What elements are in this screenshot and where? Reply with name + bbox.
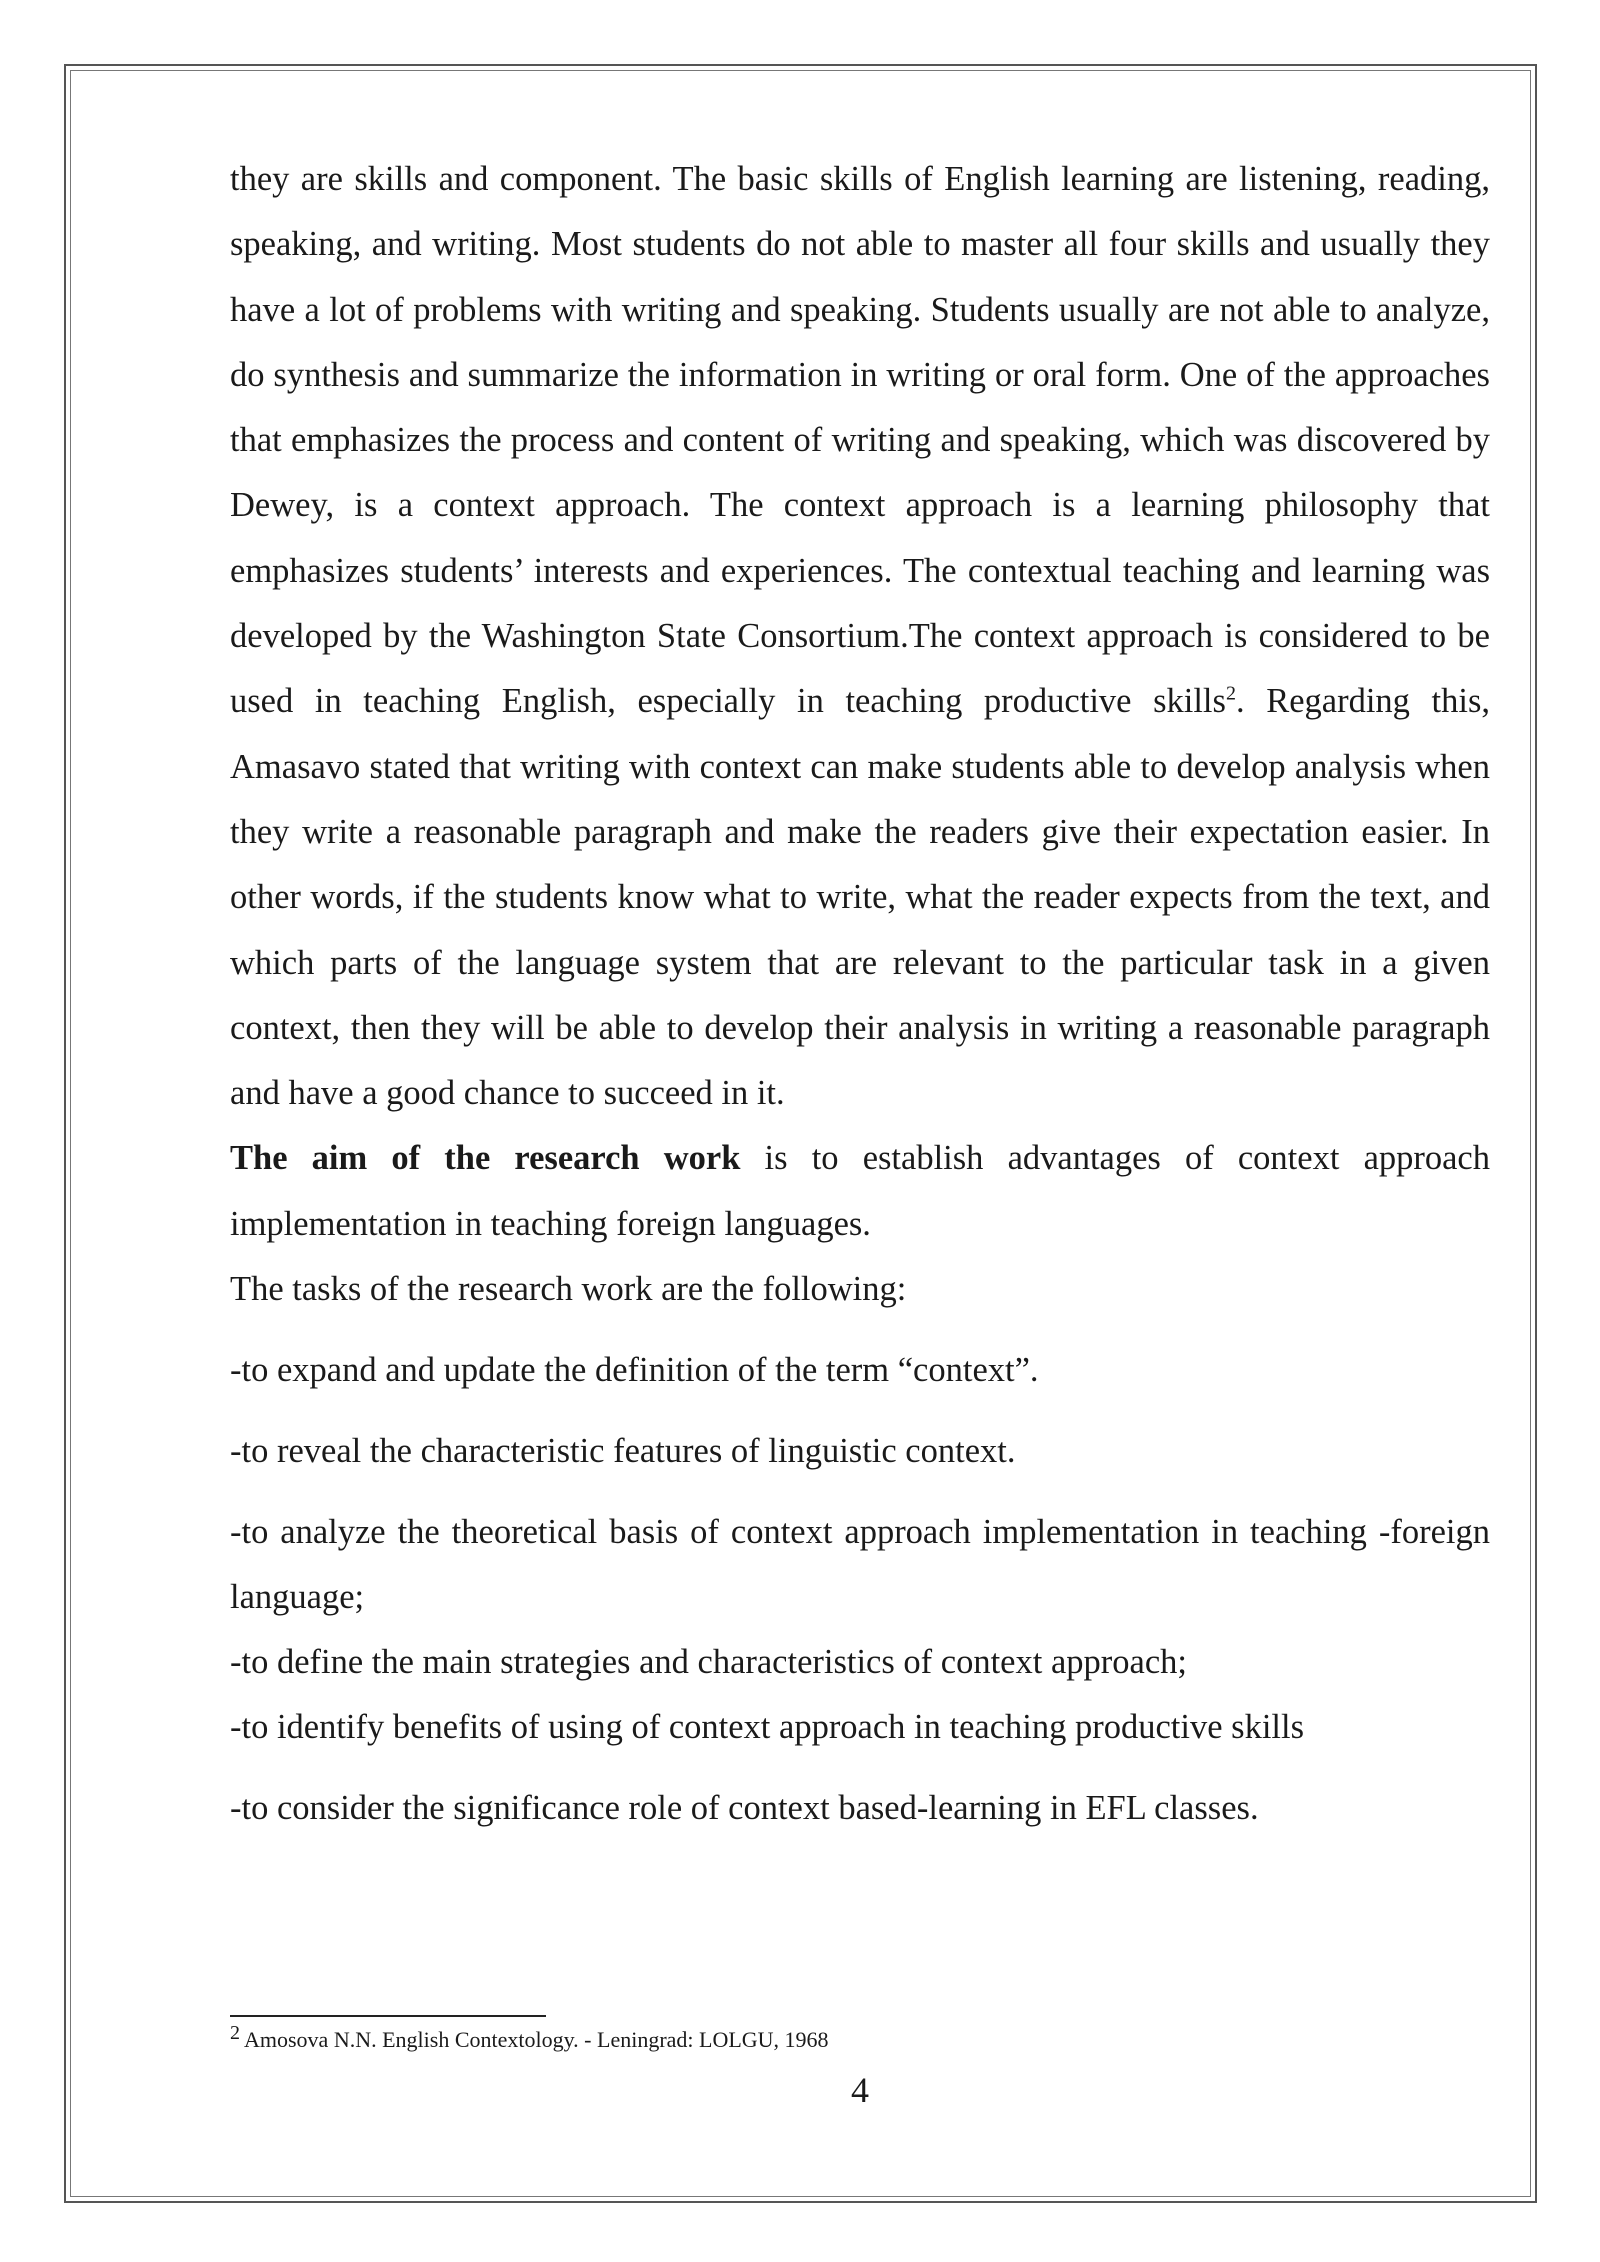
footnote-separator — [230, 2015, 546, 2017]
page-number: 4 — [851, 2070, 869, 2110]
task-item: -to expand and update the definition of the term “context”. — [230, 1351, 1039, 1390]
aim-heading: The aim of the research work — [230, 1139, 741, 1178]
task-item: -to analyze the theoretical basis of context approach implementation in teaching -foreign language; — [230, 1513, 1490, 1617]
footnote — [230, 2021, 829, 2054]
body-paragraph — [230, 147, 1490, 1126]
aim-text: is to establish advantages of context approach implementation in teaching foreign languages. — [230, 1139, 1490, 1243]
aim-paragraph — [230, 1126, 1490, 1257]
footnote-mark: 2 — [230, 2021, 240, 2044]
task-item: -to reveal the characteristic features of linguistic context. — [230, 1432, 1016, 1471]
footnote-text: Amosova N.N. English Contextology. - Leningrad: LOLGU, 1968 — [244, 2027, 829, 2052]
task-item: -to define the main strategies and characteristics of context approach; — [230, 1643, 1187, 1682]
task-item: -to consider the significance role of context based-learning in EFL classes. — [230, 1789, 1259, 1828]
task-item: -to identify benefits of using of context approach in teaching productive skills — [230, 1708, 1305, 1747]
footnote-reference: 2 — [1225, 682, 1236, 705]
page-body — [230, 147, 1490, 1841]
tasks-intro: The tasks of the research work are the following: — [230, 1270, 907, 1309]
paragraph-text-part1: they are skills and component. The basic skills of English learning are listening, reading, speaking, and writing. Most students do not able to master all four skills and usually they have a lot of problems with writing and speaking. Students usually are not able to analyze, do synthesis and summarize the information in writing or oral form. One of the approaches that emphasizes the process and content of writing and speaking, which was discovered by Dewey, is a context approach. The context approach is a learning philosophy that emphasizes students’ interests and experiences. The contextual teaching and learning was developed by the Washington State Consortium.The context approach is considered to be used in teaching English, especially in teaching productive skills — [230, 160, 1490, 721]
paragraph-text-part2: . Regarding this, Amasavo stated that writing with context can make students able to develop analysis when they write a reasonable paragraph and make the readers give their expectation easier. In other words, if the students know what to write, what the reader expects from the text, and which parts of the language system that are relevant to the particular task in a given context, then they will be able to develop their analysis in writing a reasonable paragraph and have a good chance to succeed in it. — [230, 682, 1490, 1113]
